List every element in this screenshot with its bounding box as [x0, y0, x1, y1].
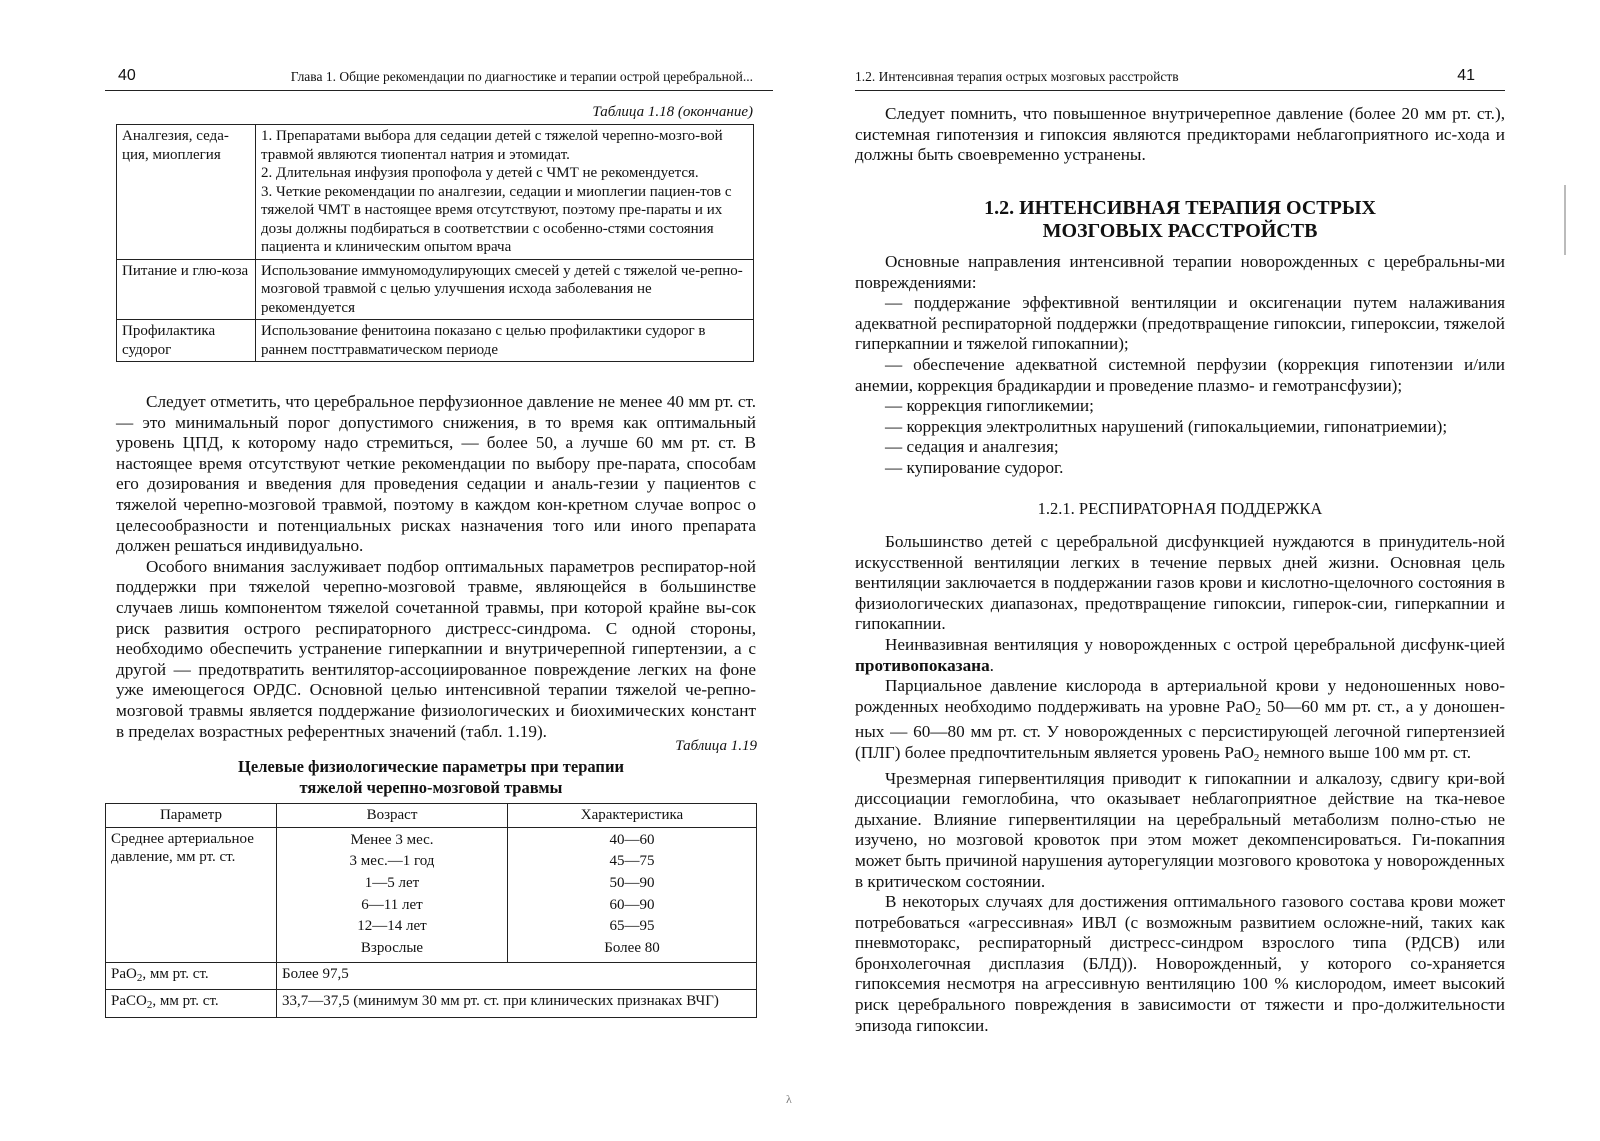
age-list — [277, 827, 508, 962]
heading-line: МОЗГОВЫХ РАССТРОЙСТВ — [1042, 220, 1318, 242]
list-item: — купирование судорог. — [885, 457, 1064, 477]
table-cell-label: Питание и глю-коза — [117, 259, 256, 320]
table-cell-value: 33,7—37,5 (минимум 30 мм рт. ст. при клинических признаках ВЧГ) — [277, 990, 757, 1018]
list-item: 60—90 — [609, 896, 655, 913]
running-head-text-left: Глава 1. Общие рекомендации по диагностике и терапии острой церебральной... — [290, 69, 753, 84]
list-item: 1—5 лет — [364, 874, 420, 891]
subscript: 2 — [1253, 751, 1260, 764]
list-item: 40—60 — [609, 831, 655, 848]
table-cell-content: Использование иммуномодулирующих смесей у детей с тяжелой че-репно-мозговой травмой с целью улучшения исхода заболевания не рекомендуется — [256, 259, 754, 320]
list-item: — коррекция электролитных нарушений (гипокальциемии, гипонатриемии); — [885, 416, 1448, 436]
list-item: Менее 3 мес. — [350, 831, 434, 848]
table-row — [106, 827, 757, 962]
intro-block — [855, 104, 1505, 166]
list-item: 2. Длительная инфузия пропофола у детей с ЧМТ не рекомендуется. — [261, 165, 699, 181]
gutter-mark: λ — [786, 1092, 792, 1106]
paragraph: Следует отметить, что церебральное перфузионное давление не менее 40 мм рт. ст. — это минимальный порог допустимого снижения, в то время как оптимальный уровень ЦПД, к которому надо стремиться, — более 50, а лучше 60 мм рт. ст. В настоящее время отсутствуют четкие рекомендации по выбору пре-парата, способам его дозирования и введения для проведения седации и аналь-гезии у пациентов с тяжелой черепно-мозговой травмой, поэтому в каждом кон-кретном случае вопрос о целесообразности и потенциальных рисках назначения того или иного препарата должен решаться индивидуально. — [116, 392, 756, 556]
paragraph: Особого внимания заслуживает подбор оптимальных параметров респиратор-ной поддержки при тяжелой черепно-мозговой травме, являющейся в большинстве случаев лишь компонентом тяжелой сочетанной травмы, при которой крайне вы-сок риск развития острого респираторного дистресс-синдрома. С одной стороны, необходимо обеспечить устранение гиперкапнии и внутричерепной гипертензии, а с другой — предотвратить вентилятор-ассоциированное повреждение легких на фоне уже имеющегося ОРДС. Основной целью интенсивной терапии тяжелой че-репно-мозговой травмы является поддержание физиологических и биохимических констант в пределах возрастных референтных значений (табл. 1.19). — [116, 556, 756, 741]
param-text: PaCO — [111, 993, 147, 1010]
table-row — [117, 320, 754, 362]
body-text-left — [116, 392, 756, 742]
paragraph: Следует помнить, что повышенное внутричерепное давление (более 20 мм рт. ст.), системная гипотензия и гипоксия являются предикторами неблагоприятного ис-хода и должны быть своевременно устранены. — [855, 104, 1505, 165]
paragraph — [855, 676, 1505, 768]
page-number-left: 40 — [118, 67, 136, 84]
page-number-right: 41 — [1457, 67, 1475, 84]
list-item: — коррекция гипогликемии; — [885, 396, 1094, 416]
column-header: Характеристика — [508, 804, 757, 828]
table-title-line: тяжелой черепно-мозговой травмы — [299, 778, 563, 797]
paragraph: Чрезмерная гипервентиляция приводит к гипокапнии и алкалозу, сдвигу кри-вой диссоциации гемоглобина, что оказывает неблагоприятное действие на тка-невое дыхание. Влияние гипервентиляции на церебральный метаболизм полно-стью не изучено, но мозговой кровоток при этом может декомпенсироваться. Ги-покапния может быть причиной нарушения ауторегуляции мозгового кровотока у новорожденных в критическом состоянии. — [855, 768, 1505, 891]
table-row — [106, 962, 757, 990]
table-119 — [105, 803, 757, 1018]
list-item: 65—95 — [609, 918, 655, 935]
table-119-title — [105, 756, 757, 798]
table-row — [106, 990, 757, 1018]
paragraph-text: Неинвазивная вентиляция у новорожденных с острой церебральной дисфунк-цией — [885, 634, 1505, 654]
paragraph: Большинство детей с церебральной дисфункцией нуждаются в принудитель-ной искусственной вентиляции легких в течение первых дней жизни. Основная цель вентиляции заключается в поддержании газов крови и кислотно-щелочного состояния в физиологических диапазонах, предотвращение гипоксии, гиперок-сии, гиперкапнии и гипокапнии. — [855, 532, 1505, 634]
section-heading — [855, 197, 1505, 243]
list-item: Взрослые — [360, 939, 424, 956]
directions-block — [855, 252, 1505, 479]
table-118 — [116, 124, 754, 362]
page-edge-line — [1564, 185, 1566, 255]
list-item: 1. Препаратами выбора для седации детей с тяжелой черепно-мозго-вой травмой являются тиопентал натрия и этомидат. — [261, 128, 723, 163]
directions-list — [855, 293, 1505, 478]
running-header-left — [105, 66, 773, 91]
table-cell-content — [256, 125, 754, 260]
running-head-text-right: 1.2. Интенсивная терапия острых мозговых расстройств — [855, 69, 1179, 84]
paragraph-text: 50—60 мм рт. ст., а у доношен-ных — 60—80 мм рт. ст. У новорожденных с персистирующей легочной гипертензией (ПЛГ) более предпочтительным является уровень PaO — [855, 696, 1505, 762]
param-text: PaO — [111, 965, 137, 982]
paragraph-text: Парциальное давление кислорода в артериальной крови у недоношенных ново-рожденных необходимо поддерживать на уровне PaO — [855, 676, 1505, 716]
table-cell-content: Использование фенитоина показано с целью профилактики судорог в раннем посттравматическом периоде — [256, 320, 754, 362]
table-row — [117, 125, 754, 260]
list-item: 6—11 лет — [361, 896, 423, 913]
table-cell-value: Более 97,5 — [277, 962, 757, 990]
column-header: Параметр — [106, 804, 277, 828]
table-row — [117, 259, 754, 320]
running-header-right — [855, 66, 1505, 91]
table-cell-label: Среднее артериальное давление, мм рт. ст. — [106, 827, 277, 962]
list-item: 3 мес.—1 год — [349, 853, 435, 870]
paragraph: В некоторых случаях для достижения оптимального газового состава крови может потребоваться «агрессивная» ИВЛ (с возможным развитием осложне-ний, таких как пневмоторакс, респираторный дистресс-синдром взрослого типа (РДСВ) или бронхолегочная дисплазия (БЛД)). Новорожденный, у которого со-храняется гипоксемия несмотря на агрессивную вентиляцию 100 % кислородом, имеет высокий риск церебрального повреждения в зависимости от тяжести и про-должительности эпизода гипоксии. — [855, 892, 1505, 1035]
paragraph-text: немного выше 100 мм рт. ст. — [1259, 742, 1471, 762]
heading-line: 1.2. ИНТЕНСИВНАЯ ТЕРАПИЯ ОСТРЫХ — [984, 197, 1376, 219]
paragraph-text: . — [989, 655, 994, 675]
table-title-line: Целевые физиологические параметры при терапии — [238, 757, 624, 776]
subscript: 2 — [1255, 705, 1261, 718]
list-item: 45—75 — [609, 853, 655, 870]
body-text-right — [855, 532, 1505, 1036]
param-text: , мм рт. ст. — [152, 993, 219, 1010]
table-cell-label: Профилактика судорог — [117, 320, 256, 362]
list-item: — поддержание эффективной вентиляции и оксигенации путем налаживания адекватной респираторной поддержки (предотвращение гипоксии, гипероксии, тяжелой гиперкапнии и тяжелой гипокапнии); — [855, 293, 1505, 354]
list-item: Более 80 — [604, 939, 660, 956]
list-item: 3. Четкие рекомендации по аналгезии, седации и миоплегии пациен-тов с тяжелой ЧМТ в настоящее время отсутствуют, поэтому пре-параты и их дозы должны подбираться в соответствии с особенно-стями состояния пациента и клиническим опытом врача — [261, 183, 732, 255]
subsection-heading: 1.2.1. РЕСПИРАТОРНАЯ ПОДДЕРЖКА — [1037, 499, 1323, 518]
table-119-caption: Таблица 1.19 — [675, 738, 757, 754]
paragraph: Основные направления интенсивной терапии новорожденных с церебральны-ми повреждениями: — [855, 252, 1505, 292]
table-cell-label — [106, 990, 277, 1018]
param-subscript: 2 — [146, 999, 153, 1012]
emphasis-text: противопоказана — [855, 655, 990, 675]
list-item: — обеспечение адекватной системной перфузии (коррекция гипотензии и/или анемии, коррекция брадикардии и проведение плазмо- и гемотрансфузии); — [855, 354, 1505, 395]
param-text: , мм рт. ст. — [142, 965, 209, 982]
list-item: — седация и аналгезия; — [885, 437, 1059, 457]
param-subscript: 2 — [136, 971, 143, 984]
list-item: 12—14 лет — [357, 918, 427, 935]
value-list — [508, 827, 757, 962]
table-cell-label: Аналгезия, седа-ция, миоплегия — [117, 125, 256, 260]
list-item: 50—90 — [609, 874, 655, 891]
column-header: Возраст — [277, 804, 508, 828]
table-header-row — [106, 804, 757, 828]
table-cell-label — [106, 962, 277, 990]
table-118-caption: Таблица 1.18 (окончание) — [592, 104, 753, 120]
paragraph — [855, 635, 1505, 676]
